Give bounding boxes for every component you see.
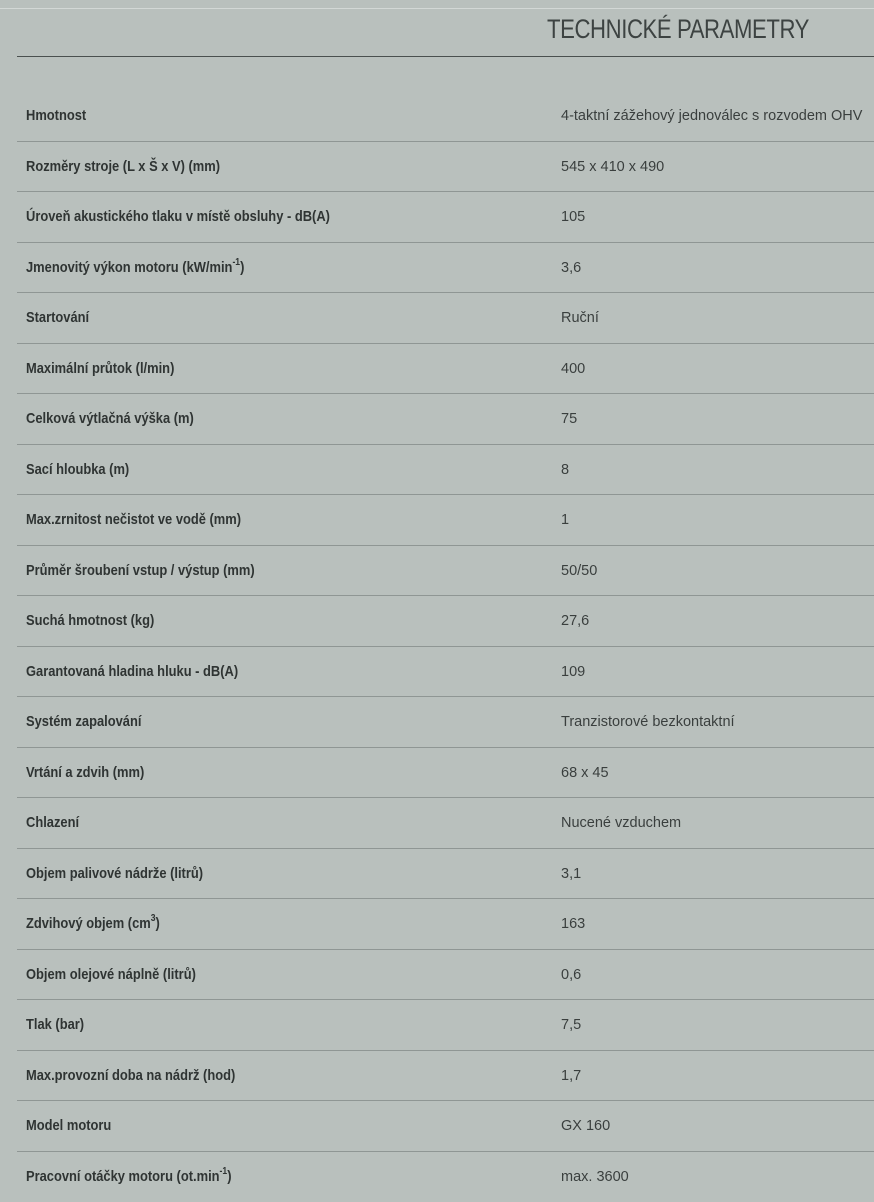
param-label <box>26 798 79 848</box>
param-label-text: Objem olejové náplně (litrů) <box>26 966 196 983</box>
param-value: 1,7 <box>561 1051 581 1101</box>
param-value: 4-taktní zážehový jednoválec s rozvodem OHV <box>561 91 862 141</box>
param-label-text: Model motoru <box>26 1117 111 1134</box>
param-value: 3,6 <box>561 243 581 293</box>
table-row <box>17 546 874 597</box>
param-label-suffix: ) <box>227 1168 231 1185</box>
table-row <box>17 849 874 900</box>
param-label-text: Maximální průtok (l/min) <box>26 360 174 377</box>
param-value: 0,6 <box>561 950 581 1000</box>
param-value: Nucené vzduchem <box>561 798 681 848</box>
param-value: 50/50 <box>561 546 597 596</box>
param-value: 7,5 <box>561 1000 581 1050</box>
param-label <box>26 142 220 192</box>
param-label <box>26 243 244 293</box>
param-label-text: Max.zrnitost nečistot ve vodě (mm) <box>26 511 241 528</box>
param-label-superscript: -1 <box>220 1166 228 1177</box>
param-value: 400 <box>561 344 585 394</box>
param-label <box>26 192 330 242</box>
param-label <box>26 950 196 1000</box>
top-divider <box>0 8 874 9</box>
param-label-text: Průměr šroubení vstup / výstup (mm) <box>26 562 255 579</box>
param-label-text: Systém zapalování <box>26 713 141 730</box>
param-value: 545 x 410 x 490 <box>561 142 664 192</box>
param-label-text: Max.provozní doba na nádrž (hod) <box>26 1067 235 1084</box>
param-value: Ruční <box>561 293 599 343</box>
param-label <box>26 899 160 949</box>
param-label <box>26 445 129 495</box>
table-row <box>17 596 874 647</box>
param-value: 1 <box>561 495 569 545</box>
param-label-text: Garantovaná hladina hluku - dB(A) <box>26 663 238 680</box>
param-label-text: Pracovní otáčky motoru (ot.min <box>26 1168 220 1185</box>
param-value: Tranzistorové bezkontaktní <box>561 697 735 747</box>
param-label-text: Sací hloubka (m) <box>26 461 129 478</box>
table-row <box>17 344 874 395</box>
param-label-text: Rozměry stroje (L x Š x V) (mm) <box>26 158 220 175</box>
param-label-superscript: 3 <box>151 913 156 924</box>
param-value: 163 <box>561 899 585 949</box>
param-label-text: Jmenovitý výkon motoru (kW/min <box>26 259 232 276</box>
param-label <box>26 394 194 444</box>
param-label-text: Vrtání a zdvih (mm) <box>26 764 144 781</box>
param-value: max. 3600 <box>561 1152 629 1202</box>
table-row <box>17 445 874 496</box>
spec-table <box>17 91 874 1202</box>
param-label <box>26 293 89 343</box>
table-row <box>17 142 874 193</box>
table-row <box>17 91 874 142</box>
param-label <box>26 748 144 798</box>
param-label <box>26 647 238 697</box>
table-row <box>17 495 874 546</box>
table-row <box>17 697 874 748</box>
table-row <box>17 394 874 445</box>
param-label <box>26 546 255 596</box>
param-value: 68 x 45 <box>561 748 609 798</box>
table-row <box>17 647 874 698</box>
table-row <box>17 293 874 344</box>
param-label <box>26 91 86 141</box>
param-value: 27,6 <box>561 596 589 646</box>
param-label <box>26 1000 84 1050</box>
param-label-text: Objem palivové nádrže (litrů) <box>26 865 203 882</box>
param-label-text: Hmotnost <box>26 107 86 124</box>
param-label <box>26 495 241 545</box>
table-row <box>17 748 874 799</box>
param-label <box>26 1152 231 1202</box>
param-label-superscript: -1 <box>232 257 240 268</box>
param-value: 75 <box>561 394 577 444</box>
page-title: TECHNICKÉ PARAMETRY <box>547 14 809 45</box>
table-row <box>17 192 874 243</box>
param-label-text: Startování <box>26 309 89 326</box>
param-value: 3,1 <box>561 849 581 899</box>
param-label-text: Zdvihový objem (cm <box>26 915 151 932</box>
table-row <box>17 1101 874 1152</box>
param-value: 105 <box>561 192 585 242</box>
param-label-text: Úroveň akustického tlaku v místě obsluhy - dB(A) <box>26 208 330 225</box>
param-value: GX 160 <box>561 1101 610 1151</box>
table-row <box>17 1152 874 1202</box>
table-row <box>17 1000 874 1051</box>
param-value: 8 <box>561 445 569 495</box>
table-row <box>17 243 874 294</box>
param-label-text: Tlak (bar) <box>26 1016 84 1033</box>
param-label <box>26 596 154 646</box>
title-divider <box>17 56 874 57</box>
param-label-suffix: ) <box>156 915 160 932</box>
table-row <box>17 1051 874 1102</box>
table-row <box>17 950 874 1001</box>
param-label <box>26 1101 111 1151</box>
param-label <box>26 344 174 394</box>
param-label-text: Chlazení <box>26 814 79 831</box>
param-label <box>26 697 141 747</box>
param-label <box>26 1051 235 1101</box>
param-label <box>26 849 203 899</box>
table-row <box>17 899 874 950</box>
param-label-text: Celková výtlačná výška (m) <box>26 410 194 427</box>
param-label-suffix: ) <box>240 259 244 276</box>
param-label-text: Suchá hmotnost (kg) <box>26 612 154 629</box>
table-row <box>17 798 874 849</box>
param-value: 109 <box>561 647 585 697</box>
